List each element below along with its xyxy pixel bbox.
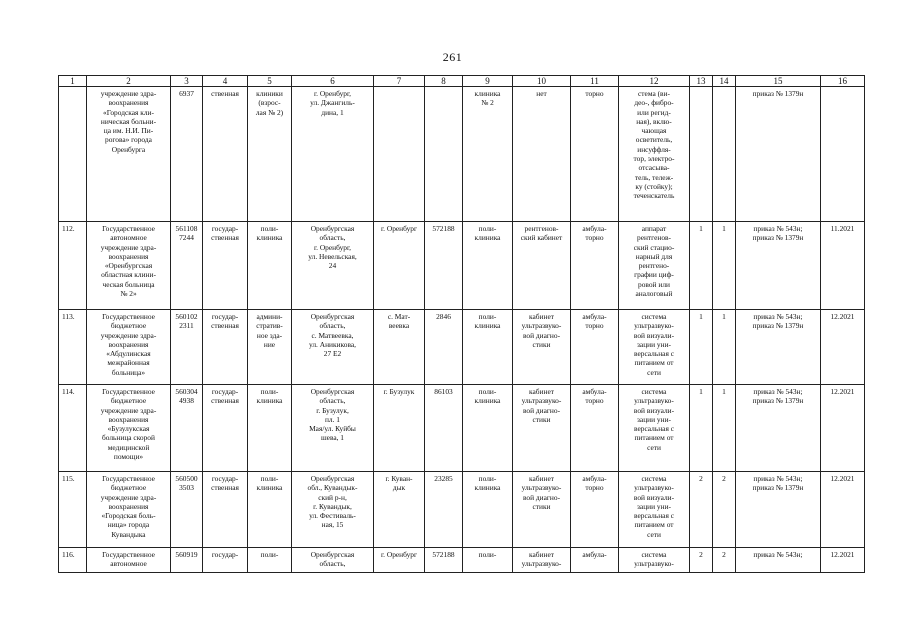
table-cell: государ- ственная	[203, 472, 248, 548]
table-cell: Оренбургская обл., Кувандык- ский р-н, г. Кувандык, ул. Фестиваль- ная, 15	[292, 472, 374, 548]
header-cell: 7	[374, 76, 425, 87]
header-cell: 13	[690, 76, 713, 87]
table-cell: поли-	[248, 548, 292, 573]
table-cell: Оренбургская область, г. Оренбург, ул. Невельская, 24	[292, 222, 374, 310]
table-cell: нет	[513, 87, 571, 222]
table-cell: 2	[713, 472, 736, 548]
table-cell	[713, 87, 736, 222]
table-cell: 1	[690, 310, 713, 385]
table-cell: приказ № 543н;	[736, 548, 821, 573]
table-cell: г. Оренбург	[374, 548, 425, 573]
table-cell: 86103	[425, 385, 463, 472]
table-row	[59, 87, 865, 222]
table-cell: 115.	[59, 472, 87, 548]
table-cell: Государственное бюджетное учреждение здра- воохранения «Городская боль- ница» города Кувандыка	[87, 472, 171, 548]
header-cell: 8	[425, 76, 463, 87]
table-cell: с. Мат- веевка	[374, 310, 425, 385]
table-cell	[425, 87, 463, 222]
table-cell: Государственное автономное учреждение здра- воохранения «Оренбургская областная клини- ческая больница № 2»	[87, 222, 171, 310]
table-cell: амбула- торно	[571, 222, 619, 310]
table-cell: г. Оренбург	[374, 222, 425, 310]
table-cell: торно	[571, 87, 619, 222]
table-cell: учреждение здра- воохранения «Городская кли- ническая больни- ца им. Н.И. Пи- рогова» города Оренбурга	[87, 87, 171, 222]
table-cell: 560500 3503	[171, 472, 203, 548]
table-cell: поли- клиника	[248, 222, 292, 310]
table-cell: г. Бузулук	[374, 385, 425, 472]
header-cell: 4	[203, 76, 248, 87]
header-cell: 1	[59, 76, 87, 87]
table-row	[59, 548, 865, 573]
table-cell: 2	[690, 548, 713, 573]
table-cell: Государственное бюджетное учреждение здра- воохранения «Абдулинская межрайонная больница»	[87, 310, 171, 385]
table-cell: 1	[713, 222, 736, 310]
table-cell: амбула-	[571, 548, 619, 573]
table-cell: стема (ви- део-, фибро- или регид- ная), вклю- чающая осветитель, инсуффля- тор, электро- отсасыва- тель, тележ- ку (стойку); теченскатель	[619, 87, 690, 222]
table-row	[59, 310, 865, 385]
table-cell: 1	[713, 385, 736, 472]
header-cell: 11	[571, 76, 619, 87]
table-cell: приказ № 1379н	[736, 87, 821, 222]
table-cell: 11.2021	[821, 222, 865, 310]
table-cell: поли- клиника	[463, 222, 513, 310]
table-cell: рентгенов- ский кабинет	[513, 222, 571, 310]
table-cell: клиника № 2	[463, 87, 513, 222]
table-cell: Оренбургская область, г. Бузулук, пл. 1 Мая/ул. Куйбы шева, 1	[292, 385, 374, 472]
table-cell: государ- ственная	[203, 385, 248, 472]
header-cell: 9	[463, 76, 513, 87]
table-cell: амбула- торно	[571, 385, 619, 472]
table-cell: государ- ственная	[203, 310, 248, 385]
table-cell	[690, 87, 713, 222]
table-cell: поли- клиника	[463, 385, 513, 472]
table-cell: 114.	[59, 385, 87, 472]
table-cell: 1	[690, 385, 713, 472]
table-cell: 572188	[425, 548, 463, 573]
table-cell: аппарат рентгенов- ский стацио- нарный для рентгено- графии циф- ровой или аналоговый	[619, 222, 690, 310]
table-cell: кабинет ультразвуко-	[513, 548, 571, 573]
table-cell: 2	[713, 548, 736, 573]
table-row	[59, 385, 865, 472]
table-cell: 561108 7244	[171, 222, 203, 310]
table-cell: г. Куван- дык	[374, 472, 425, 548]
page-number: 261	[442, 50, 463, 64]
header-row	[59, 76, 865, 87]
table-cell: 1	[690, 222, 713, 310]
table-cell: 23285	[425, 472, 463, 548]
header-cell: 15	[736, 76, 821, 87]
table-cell: Оренбургская область,	[292, 548, 374, 573]
table-cell: поли- клиника	[463, 310, 513, 385]
table-cell: 112.	[59, 222, 87, 310]
table-cell: приказ № 543н; приказ № 1379н	[736, 472, 821, 548]
header-cell: 6	[292, 76, 374, 87]
table-cell: система ультразвуко- вой визуали- зации уни- версальная с питанием от сети	[619, 385, 690, 472]
table-cell: 12.2021	[821, 472, 865, 548]
table-cell: г. Оренбург, ул. Джангиль- дина, 1	[292, 87, 374, 222]
header-cell: 5	[248, 76, 292, 87]
table-cell: кабинет ультразвуко- вой диагно- стики	[513, 310, 571, 385]
table-cell: 12.2021	[821, 548, 865, 573]
facilities-table	[58, 75, 865, 573]
table-row	[59, 222, 865, 310]
table-cell	[821, 87, 865, 222]
table-cell: кабинет ультразвуко- вой диагно- стики	[513, 385, 571, 472]
table-cell: 1	[713, 310, 736, 385]
table-cell: 560919	[171, 548, 203, 573]
table-cell: 6937	[171, 87, 203, 222]
table-cell: 12.2021	[821, 385, 865, 472]
header-cell: 12	[619, 76, 690, 87]
table-row	[59, 472, 865, 548]
table-cell	[374, 87, 425, 222]
table-cell: государ- ственная	[203, 222, 248, 310]
table-cell: 572188	[425, 222, 463, 310]
header-cell: 16	[821, 76, 865, 87]
table-cell: приказ № 543н; приказ № 1379н	[736, 385, 821, 472]
table-cell: амбула- торно	[571, 310, 619, 385]
table-cell: Оренбургская область, с. Матвеевка, ул. Аникикова, 27 Е2	[292, 310, 374, 385]
header-cell: 10	[513, 76, 571, 87]
table-cell: приказ № 543н; приказ № 1379н	[736, 310, 821, 385]
table-cell: амбула- торно	[571, 472, 619, 548]
table-cell: система ультразвуко- вой визуали- зации уни- версальная с питанием от сети	[619, 472, 690, 548]
header-cell: 2	[87, 76, 171, 87]
table-cell: поли- клиника	[248, 472, 292, 548]
table-cell: 560102 2311	[171, 310, 203, 385]
table-cell: поли- клиника	[248, 385, 292, 472]
table-cell: 560304 4938	[171, 385, 203, 472]
table-cell: поли- клиника	[463, 472, 513, 548]
table-cell: клиники (взрос- лая № 2)	[248, 87, 292, 222]
header-cell: 3	[171, 76, 203, 87]
table-cell: 113.	[59, 310, 87, 385]
table-cell: поли-	[463, 548, 513, 573]
header-cell: 14	[713, 76, 736, 87]
table-cell: 2846	[425, 310, 463, 385]
table-cell: Государственное бюджетное учреждение здра- воохранения «Бузулукская больница скорой медицинской помощи»	[87, 385, 171, 472]
table-cell: Государственное автономное	[87, 548, 171, 573]
table-cell: государ-	[203, 548, 248, 573]
table-cell: система ультразвуко-	[619, 548, 690, 573]
table-cell: админи- стратив- ное зда- ние	[248, 310, 292, 385]
table-cell: ственная	[203, 87, 248, 222]
table-cell: приказ № 543н; приказ № 1379н	[736, 222, 821, 310]
table-cell	[59, 87, 87, 222]
table-cell: 2	[690, 472, 713, 548]
table-cell: система ультразвуко- вой визуали- зации уни- версальная с питанием от сети	[619, 310, 690, 385]
table-cell: 12.2021	[821, 310, 865, 385]
table-cell: 116.	[59, 548, 87, 573]
table-cell: кабинет ультразвуко- вой диагно- стики	[513, 472, 571, 548]
